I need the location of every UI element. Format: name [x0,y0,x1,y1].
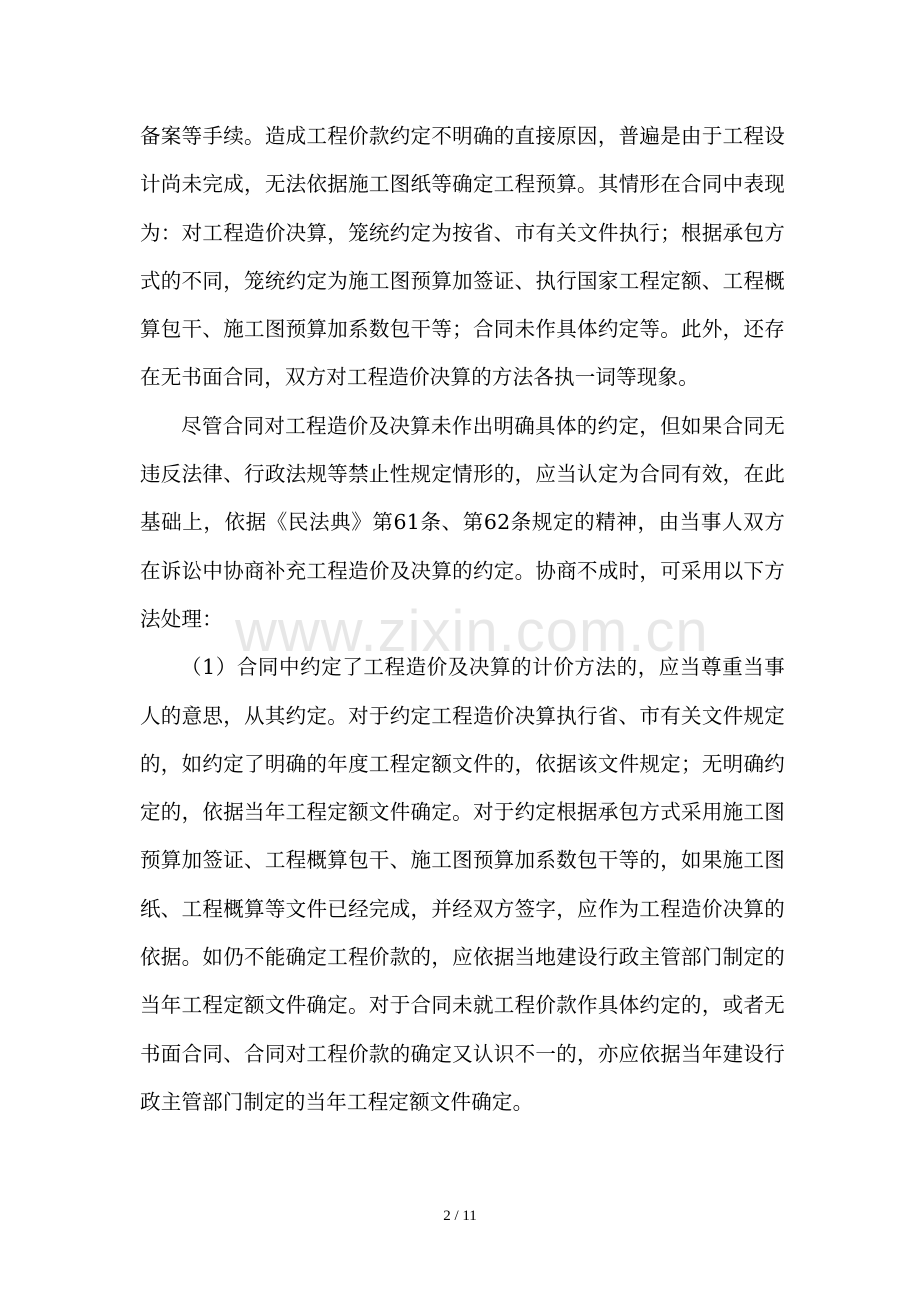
paragraph-1: 备案等手续。造成工程价款约定不明确的直接原因，普遍是由于工程设计尚未完成，无法依据施工图纸等确定工程预算。其情形在合同中表现为：对工程造价决算，笼统约定为按省、市有关文件执行；根据承包方式的不同，笼统约定为施工图预算加签证、执行国家工程定额、工程概算包干、施工图预算加系数包干等；合同未作具体约定等。此外，还存在无书面合同，双方对工程造价决算的方法各执一词等现象。 [140,124,785,390]
paragraph-2: 尽管合同对工程造价及决算未作出明确具体的约定，但如果合同无违反法律、行政法规等禁止性规定情形的，应当认定为合同有效，在此基础上，依据《民法典》第61条、第62条规定的精神，由当事人双方在诉讼中协商补充工程造价及决算的约定。协商不成时，可采用以下方法处理： [140,413,785,631]
watermark: www.zixin.com.cn [235,599,709,664]
paragraph-3: （1）合同中约定了工程造价及决算的计价方法的，应当尊重当事人的意思，从其约定。对于约定工程造价决算执行省、市有关文件规定的，如约定了明确的年度工程定额文件的，依据该文件规定；无明确约定的，依据当年工程定额文件确定。对于约定根据承包方式采用施工图预算加签证、工程概算包干、施工图预算加系数包干等的，如果施工图纸、工程概算等文件已经完成，并经双方签字，应作为工程造价决算的依据。如仍不能确定工程价款的，应依据当地建设行政主管部门制定的当年工程定额文件确定。对于合同未就工程价款作具体约定的，或者无书面合同、合同对工程价款的确定又认识不一的，亦应依据当年建设行政主管部门制定的当年工程定额文件确定。 [140,655,785,1114]
page-number: 2 / 11 [443,1208,477,1224]
document-body [140,112,785,1126]
